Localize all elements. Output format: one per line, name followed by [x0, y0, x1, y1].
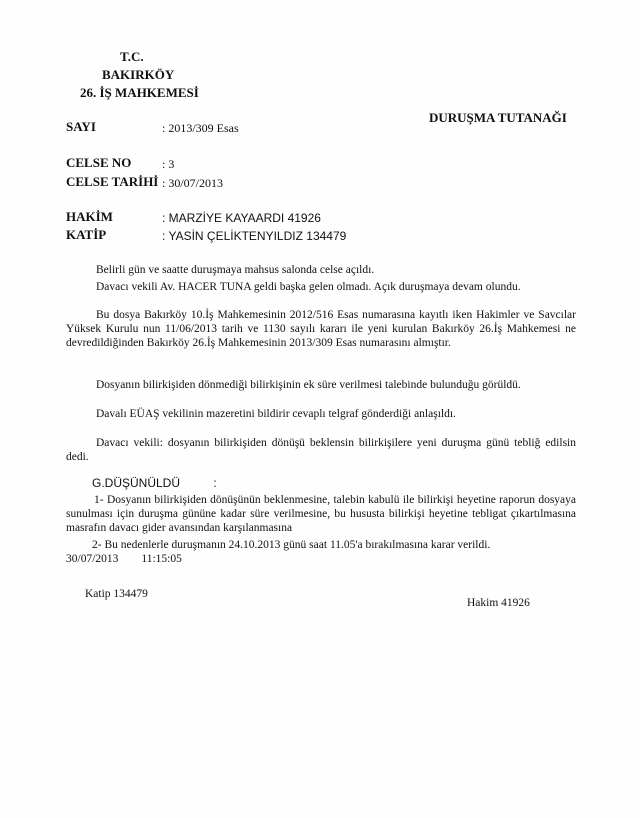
court-tc: T.C.	[120, 49, 144, 64]
celse-tarihi-label: CELSE TARİHİ	[66, 174, 159, 189]
katip-label: KATİP	[66, 227, 107, 242]
court-name: 26. İŞ MAHKEMESİ	[80, 85, 199, 100]
court-city: BAKIRKÖY	[102, 67, 175, 82]
hakim-signature: Hakim 41926	[467, 597, 530, 609]
sayi-label: SAYI	[66, 119, 96, 134]
celse-no-label: CELSE NO	[66, 155, 132, 170]
sayi-value: : 2013/309 Esas	[162, 121, 239, 135]
celse-no-value: : 3	[162, 157, 175, 171]
decision-timestamp: 30/07/2013 11:15:05	[66, 553, 182, 565]
body-paragraph-2: Davacı vekili Av. HACER TUNA geldi başka gelen olmadı. Açık duruşmaya devam olundu.	[96, 281, 521, 293]
hakim-label: HAKİM	[66, 209, 113, 224]
hakim-value: : MARZİYE KAYAARDI 41926	[162, 211, 321, 225]
body-paragraph-5: Davalı EÜAŞ vekilinin mazeretini bildirir cevaplı telgraf gönderdiği anlaşıldı.	[96, 408, 456, 420]
katip-signature: Katip 134479	[85, 588, 148, 600]
document-title: DURUŞMA TUTANAĞI	[429, 110, 567, 125]
body-paragraph-1: Belirli gün ve saatte duruşmaya mahsus salonda celse açıldı.	[96, 264, 375, 276]
body-paragraph-4: Dosyanın bilirkişiden dönmediği bilirkişinin ek süre verilmesi talebinde bulunduğu görüldü.	[96, 379, 521, 391]
decision-heading: G.DÜŞÜNÜLDÜ :	[92, 476, 217, 490]
celse-tarihi-value: : 30/07/2013	[162, 176, 224, 190]
body-paragraph-6: Davacı vekili: dosyanın bilirkişiden dönüşü beklensin bilirkişilere yeni duruşma günü tebliğ edilsin dedi.	[66, 437, 576, 463]
katip-value: : YASİN ÇELİKTENYILDIZ 134479	[162, 229, 347, 243]
body-paragraph-3: Bu dosya Bakırköy 10.İş Mahkemesinin 2012/516 Esas numarasına kayıtlı iken Hakimler ve Savcılar Yüksek Kurulu nun 11/06/2013 tarih ve 1130 sayılı kararı ile yeni kurulan Bakırköy 26.İş Mahkemesi ne devredildiğinden Bakırköy 26.İş Mahkemesinin 2013/309 Esas numarasını almıştır.	[66, 309, 576, 349]
decision-item-1: 1- Dosyanın bilirkişiden dönüşünün beklenmesine, talebin kabulü ile bilirkişi heyetine raporun dosyaya sunulması için duruşma gününe kadar süre verilmesine, bu hususta bilirkişi heyetine tebligat çıkartılmasına masrafın davacı gider avansından karşılanmasına	[66, 494, 576, 534]
decision-item-2: 2- Bu nedenlerle duruşmanın 24.10.2013 günü saat 11.05'a bırakılmasına karar verildi.	[92, 539, 491, 551]
